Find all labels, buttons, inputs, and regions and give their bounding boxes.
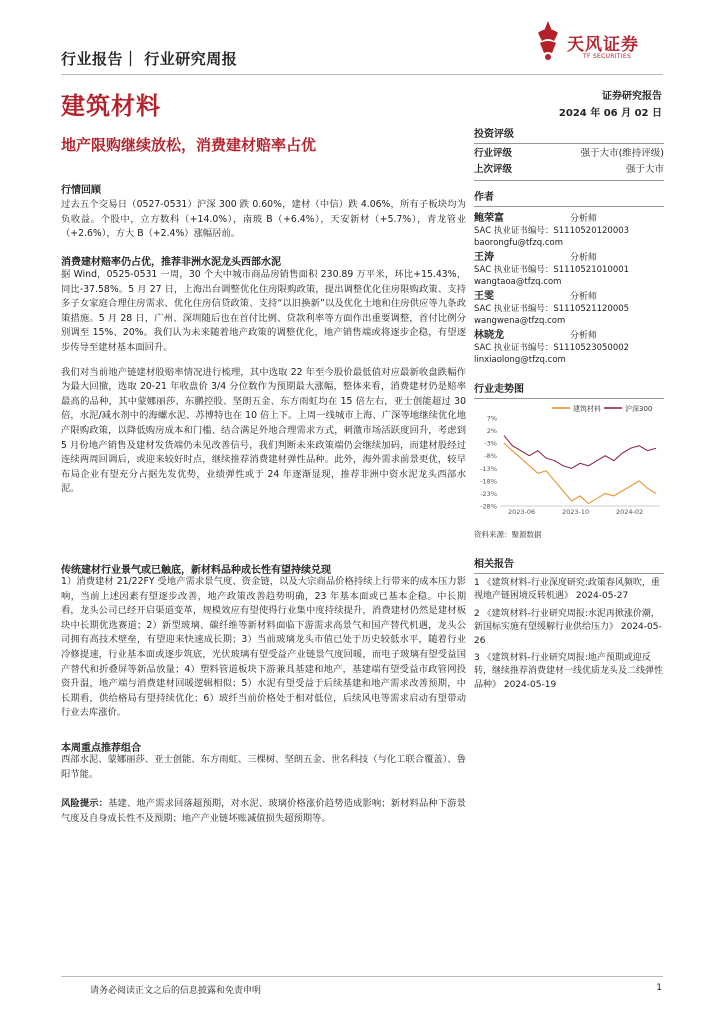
company-logo-en-text: TF SECURITIES <box>583 53 632 60</box>
industry-title: 建筑材料 <box>61 92 161 120</box>
analyst-email[interactable]: baorongfu@tfzq.com <box>474 238 564 248</box>
trend-heading: 行业走势图 <box>474 384 524 395</box>
analyst-sac: SAC 执业证书编号：S1110520120003 <box>474 226 630 236</box>
analyst-name: 鲍荣富 <box>474 213 504 224</box>
section-heading-consumer-materials: 消费建材赔率仍占优，推荐非洲水泥龙头西部水泥 <box>61 257 281 268</box>
y-tick-label: 7% <box>486 414 497 423</box>
analyst-email[interactable]: wangwena@tfzq.com <box>474 316 566 326</box>
analyst-card <box>474 330 664 366</box>
paragraph: 过去五个交易日（0527-0531）沪深 300 跌 0.60%，建材（中信）跌 4.06%，所有子板块均为负收益。个股中，立方数科（+14.0%），南玻 B（+6.4%），天安新材（+5.7%），青龙管业（+2.6%），方大 B（+2.4%）涨幅居前。 <box>61 199 466 240</box>
analyst-sac: SAC 执业证书编号：S1110523050002 <box>474 343 630 353</box>
analyst-card <box>474 213 664 249</box>
authors-heading: 作者 <box>474 192 494 203</box>
analyst-sac: SAC 执业证书编号：S1110521120005 <box>474 304 630 314</box>
report-date: 2024 年 06 月 02 日 <box>558 108 662 119</box>
y-tick-label: -13% <box>480 464 497 473</box>
analyst-role: 分析师 <box>570 214 598 224</box>
analyst-email[interactable]: wangtaoa@tfzq.com <box>474 277 562 287</box>
y-axis <box>480 415 660 511</box>
y-tick-label: -23% <box>480 489 497 498</box>
risk-label: 风险提示： <box>61 798 109 809</box>
rating-key: 行业评级 <box>474 148 513 159</box>
y-tick-label: -8% <box>484 452 497 461</box>
series-line-1 <box>504 443 656 503</box>
report-type-label: 行业报告｜ 行业研究周报 <box>61 50 238 68</box>
x-tick-label: 2024-02 <box>616 508 644 516</box>
analyst-name: 王雯 <box>474 291 494 302</box>
chart-source: 资料来源：聚源数据 <box>474 530 542 539</box>
analyst-name: 王涛 <box>474 252 494 263</box>
legend-label-series-1: 建筑材料 <box>573 405 601 413</box>
section-body-outlook <box>61 575 466 721</box>
section-heading-portfolio: 本周重点推荐组合 <box>61 743 141 754</box>
paragraph: 西部水泥、蒙娜丽莎、亚士创能、东方雨虹、三棵树、坚朗五金、世名科技（与化工联合覆盖）、鲁阳节能。 <box>61 754 466 780</box>
risk-text: 基建、地产需求回落超预期，对水泥、玻璃价格涨价趋势造成影响；新材料品种下游景气度及自身成长性不及预期；地产产业链坏账减值损失超预期等。 <box>61 798 466 824</box>
authors-panel <box>474 188 664 366</box>
related-report-item[interactable]: 3 《建筑材料-行业研究周报:地产预期或迎反转，继续推荐消费建材一线优质龙头及二线弹性品种》 2024-05-19 <box>474 653 664 690</box>
divider <box>474 180 664 181</box>
related-reports-panel <box>474 555 664 692</box>
rating-value: 强于大市(维持评级) <box>580 148 664 159</box>
company-logo-icon <box>534 19 562 61</box>
y-tick-label: -28% <box>480 502 497 511</box>
rating-value: 强于大市 <box>625 164 664 175</box>
doc-kind: 证券研究报告 <box>602 91 662 102</box>
analyst-card <box>474 252 664 288</box>
report-title: 地产限购继续放松，消费建材赔率占优 <box>61 136 317 154</box>
rating-row <box>474 146 664 162</box>
divider <box>474 206 664 207</box>
analyst-role: 分析师 <box>570 331 598 341</box>
paragraph: 1）消费建材 21/22FY 受地产需求景气度、资金链，以及大宗商品价格持续上行带来的成本压力影响，当前上述因素有望逐步改善，地产政策改善趋势明确，23 年基本面或已基本企稳。中长期看，龙头公司已经开启渠道变革，规模效应有望使得行业集中度持续提升，消费建材仍然是建材板块中长期优选赛道；2）新型玻璃、碳纤维等新材料面临下游需求高景气和国产替代机遇，龙头公司拥有高技术壁垒，有望迎来快速成长期；3）当前玻璃龙头市值已处于历史较低水平，随着行业冷修提速，行业基本面或逐步筑底，光伏玻璃有望受益产业链景气度回暖，而电子玻璃有望受益国产替代和折叠屏等新品放量；4）塑料管道板块下游兼具基建和地产，基建端有望受益市政管网投资升温，地产端与消费建材回暖逻辑相似；5）水泥有望受益于后续基建和地产需求改善预期，中长期看，供给格局有望持续优化；6）玻纤当前价格处于相对低位，后续风电等需求启动有望带动行业去库涨价。 <box>61 576 466 719</box>
section-body-consumer-materials <box>61 268 466 497</box>
analyst-role: 分析师 <box>570 292 598 302</box>
chart-legend <box>552 404 652 413</box>
rating-panel <box>474 125 664 181</box>
risk-warning <box>61 797 466 826</box>
divider <box>474 398 664 399</box>
chart-plot <box>504 436 656 504</box>
analyst-name: 林晓龙 <box>474 330 504 341</box>
rating-heading: 投资评级 <box>474 129 514 140</box>
page-number: 1 <box>656 983 662 993</box>
industry-trend-chart <box>474 400 664 520</box>
x-tick-label: 2023-06 <box>508 508 536 516</box>
section-heading-outlook: 传统建材行业景气或已触底，新材料品种成长性有望持续兑现 <box>61 565 331 576</box>
header-divider <box>61 74 663 75</box>
footer-divider <box>61 976 663 977</box>
section-heading-market-review: 行情回顾 <box>61 185 101 196</box>
y-tick-label: 2% <box>486 427 497 436</box>
paragraph: 据 Wind，0525-0531 一周，30 个大中城市商品房销售面积 230.89 万平米，环比+15.43%，同比-37.58%。5 月 27 日，上海出台调整优化住房限购政策，提出调整优化住房限购政策、支持多子女家庭合理住房需求、优化住房信贷政策、支持“以旧换新”以及优化土地和住房供应等九条政策措施。5 月 28 日，广州、深圳随后也在首付比例、贷款利率等方面作出重要调整，首付比例分别调至 15%、20%。我们认为未来随着地产政策的调整优化，地产销售端或将逐步企稳，有望逐步传导至建材基本面回升。 <box>61 269 466 353</box>
rating-key: 上次评级 <box>474 164 513 175</box>
related-heading: 相关报告 <box>474 559 514 570</box>
analyst-role: 分析师 <box>570 253 598 263</box>
x-tick-label: 2023-10 <box>562 508 590 516</box>
divider <box>474 143 664 144</box>
rating-row <box>474 162 664 178</box>
y-tick-label: -18% <box>480 477 497 486</box>
related-report-item[interactable]: 2 《建筑材料-行业研究周报:水泥再掀涨价潮，新国标实施有望缓解行业供给压力》 2024-05-26 <box>474 608 662 646</box>
section-body-market-review <box>61 198 466 242</box>
related-report-item[interactable]: 1 《建筑材料-行业深度研究:政策春风频吹，重视地产链困境反转机遇》 2024-05-27 <box>474 578 660 602</box>
y-tick-label: -3% <box>484 439 497 448</box>
paragraph: 我们对当前地产链建材股赔率情况进行梳理，其中选取 22 年至今股价最低值对应最新收盘跌幅作为最大回撤，选取 20-21 年收盘价 3/4 分位数作为预期最大涨幅，整体来看，消费建材仍是赔率最高的品种，其中蒙娜丽莎、东鹏控股、坚朗五金、东方雨虹均在 15 倍左右，亚士创能超过 30 倍，水泥/减水剂中的海螺水泥、苏博特也在 10 倍上下。上周一线城市上海、广深等地继续优化地产限购政策，以降低购房成本和门槛、结合满足外地合理需求方式，刺激市场活跃度回升，考虑到 5 月份地产销售及建材发货端仍未见改善信号，我们判断未来政策端仍会继续加码，而建材股经过连续两周回调后，或迎来较好时点，继续推荐消费建材弹性品种。此外，海外需求前景更优，较早布局企业有望充分占据先发优势，业绩弹性或于 24 年逐渐显现，推荐非洲中资水泥龙头西部水泥。 <box>61 366 466 495</box>
analyst-card <box>474 291 664 327</box>
company-logo-text: 天风证券 <box>567 35 639 55</box>
analyst-email[interactable]: linxiaolong@tfzq.com <box>474 355 566 365</box>
trend-panel <box>474 380 664 399</box>
analyst-sac: SAC 执业证书编号：S1110521010001 <box>474 265 630 275</box>
divider <box>474 573 664 574</box>
footer-disclaimer: 请务必阅读正文之后的信息披露和免责申明 <box>90 986 262 996</box>
section-body-portfolio <box>61 753 466 782</box>
x-axis <box>508 508 643 516</box>
legend-label-series-2: 沪深300 <box>625 405 653 413</box>
